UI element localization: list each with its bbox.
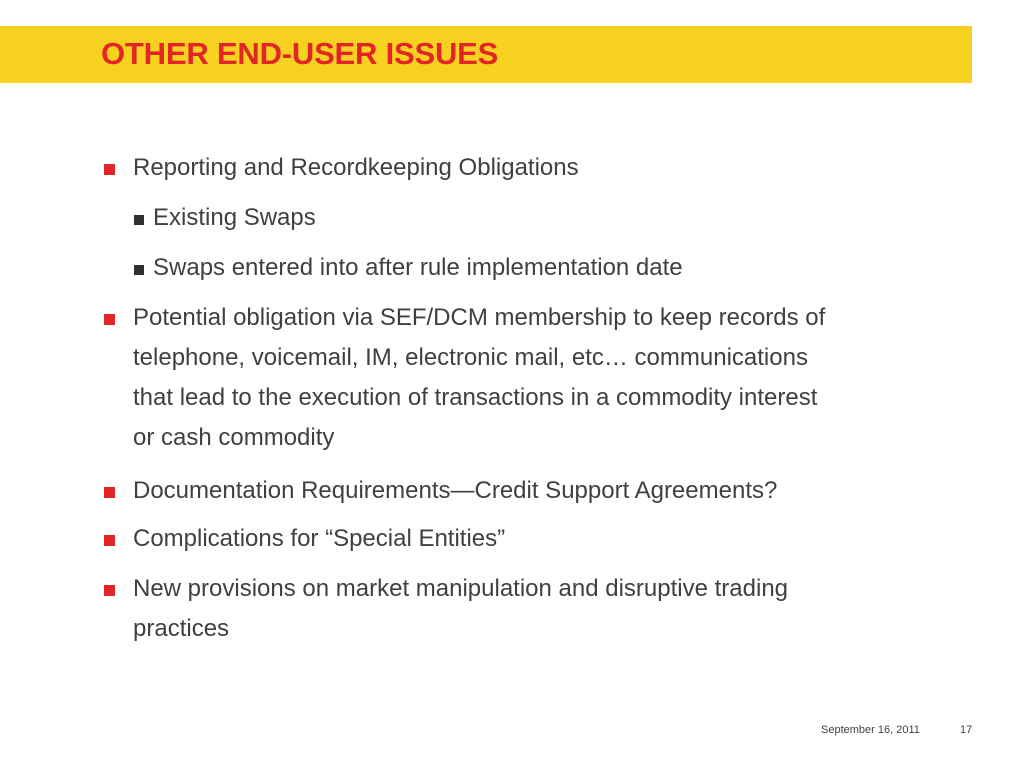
square-sub-bullet-icon xyxy=(134,265,144,275)
bullet-text-line: or cash commodity xyxy=(133,424,335,451)
square-bullet-icon xyxy=(104,164,115,175)
square-sub-bullet-icon xyxy=(134,215,144,225)
sub-bullet-item xyxy=(153,248,953,288)
sub-bullet-text: Swaps entered into after rule implementation date xyxy=(153,254,683,281)
bullet-item xyxy=(133,569,963,649)
bullet-item xyxy=(133,519,963,559)
square-bullet-icon xyxy=(104,585,115,596)
bullet-text: Complications for “Special Entities” xyxy=(133,525,506,552)
sub-bullet-text: Existing Swaps xyxy=(153,204,316,231)
bullet-text-line: telephone, voicemail, IM, electronic mail, etc… communications xyxy=(133,344,808,371)
square-bullet-icon xyxy=(104,314,115,325)
square-bullet-icon xyxy=(104,487,115,498)
footer-date: September 16, 2011 xyxy=(821,724,920,736)
slide-title: OTHER END-USER ISSUES xyxy=(101,36,499,71)
bullet-text: Documentation Requirements—Credit Support Agreements? xyxy=(133,477,778,504)
bullet-item xyxy=(133,148,963,188)
bullet-item xyxy=(133,471,963,511)
bullet-text-line: New provisions on market manipulation and disruptive trading xyxy=(133,575,789,602)
bullet-item xyxy=(133,298,963,458)
bullet-text-line: that lead to the execution of transactions in a commodity interest xyxy=(133,384,818,411)
sub-bullet-item xyxy=(153,198,953,238)
bullet-text: Reporting and Recordkeeping Obligations xyxy=(133,154,579,181)
page-number: 17 xyxy=(960,724,973,736)
bullet-text-line: Potential obligation via SEF/DCM membership to keep records of xyxy=(133,304,826,331)
square-bullet-icon xyxy=(104,535,115,546)
bullet-text-line: practices xyxy=(133,615,230,642)
